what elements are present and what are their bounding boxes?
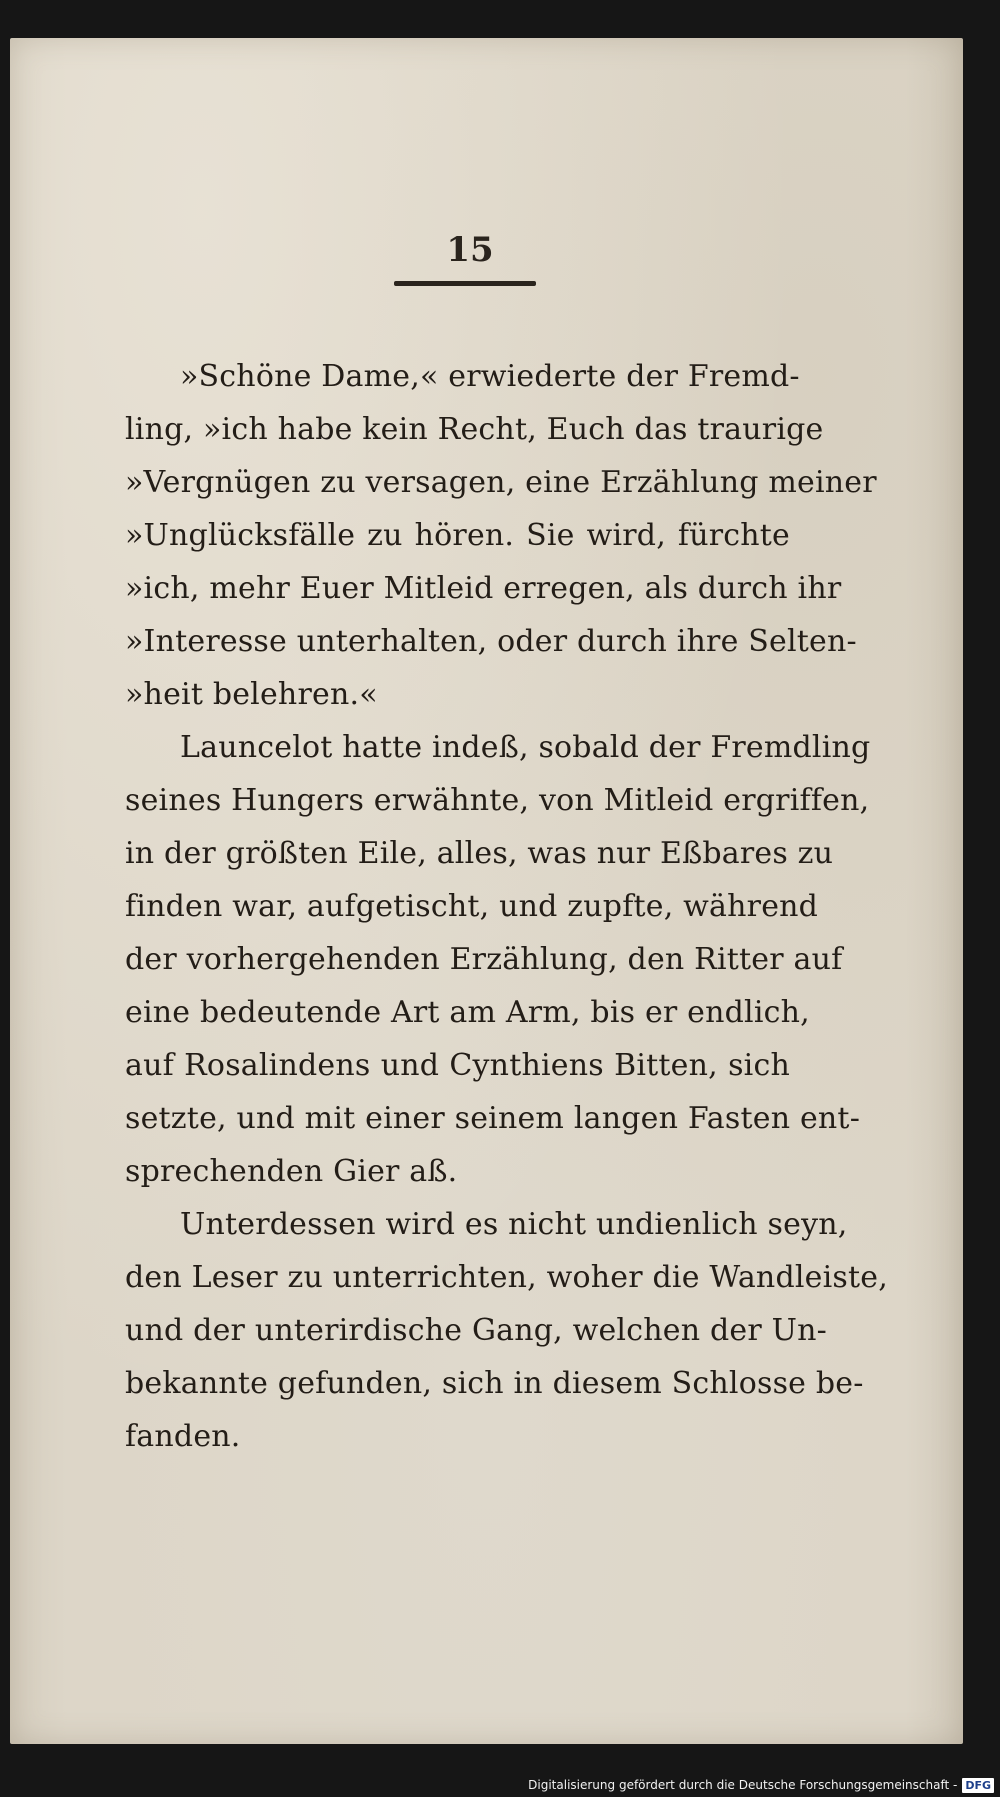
paragraph-3 (125, 1198, 888, 1463)
page-number: 15 (446, 230, 494, 270)
text-line: Launcelot hatte indeß, sobald der Fremdling (180, 730, 871, 765)
text-line: fanden. (125, 1419, 241, 1454)
paragraph-2 (125, 721, 871, 1198)
paragraph-1 (125, 350, 877, 721)
text-line: seines Hungers erwähnte, von Mitleid ergriffen, (125, 783, 870, 818)
text-line: »ich, mehr Euer Mitleid erregen, als durch ihr (125, 571, 842, 606)
footer-text: Digitalisierung gefördert durch die Deutsche Forschungsgemeinschaft - (528, 1778, 958, 1792)
text-line: Unterdessen wird es nicht undienlich seyn, (180, 1207, 848, 1242)
text-line: finden war, aufgetischt, und zupfte, während (125, 889, 819, 924)
book-page (10, 38, 963, 1744)
text-line: setzte, und mit einer seinem langen Fasten ent- (125, 1101, 861, 1136)
text-line: bekannte gefunden, sich in diesem Schlosse be- (125, 1366, 864, 1401)
text-line: den Leser zu unterrichten, woher die Wandleiste, (125, 1260, 888, 1295)
header-rule (394, 281, 536, 286)
text-line: »Vergnügen zu versagen, eine Erzählung meiner (125, 465, 877, 500)
text-line: sprechenden Gier aß. (125, 1154, 458, 1189)
dfg-logo-icon: DFG (962, 1778, 994, 1793)
text-line: eine bedeutende Art am Arm, bis er endlich, (125, 995, 810, 1030)
text-line: »heit belehren.« (125, 677, 378, 712)
digitization-footer (528, 1775, 994, 1795)
text-line: »Interesse unterhalten, oder durch ihre Selten- (125, 624, 857, 659)
text-line: der vorhergehenden Erzählung, den Ritter auf (125, 942, 843, 977)
text-block (125, 350, 888, 1463)
text-line: auf Rosalindens und Cynthiens Bitten, sich (125, 1048, 790, 1083)
text-line: »Unglücksfälle zu hören. Sie wird, fürchte (125, 518, 790, 553)
text-line: in der größten Eile, alles, was nur Eßbares zu (125, 836, 834, 871)
text-line: ling, »ich habe kein Recht, Euch das traurige (125, 412, 824, 447)
text-line: und der unterirdische Gang, welchen der Un- (125, 1313, 827, 1348)
text-line: »Schöne Dame,« erwiederte der Fremd- (180, 359, 800, 394)
